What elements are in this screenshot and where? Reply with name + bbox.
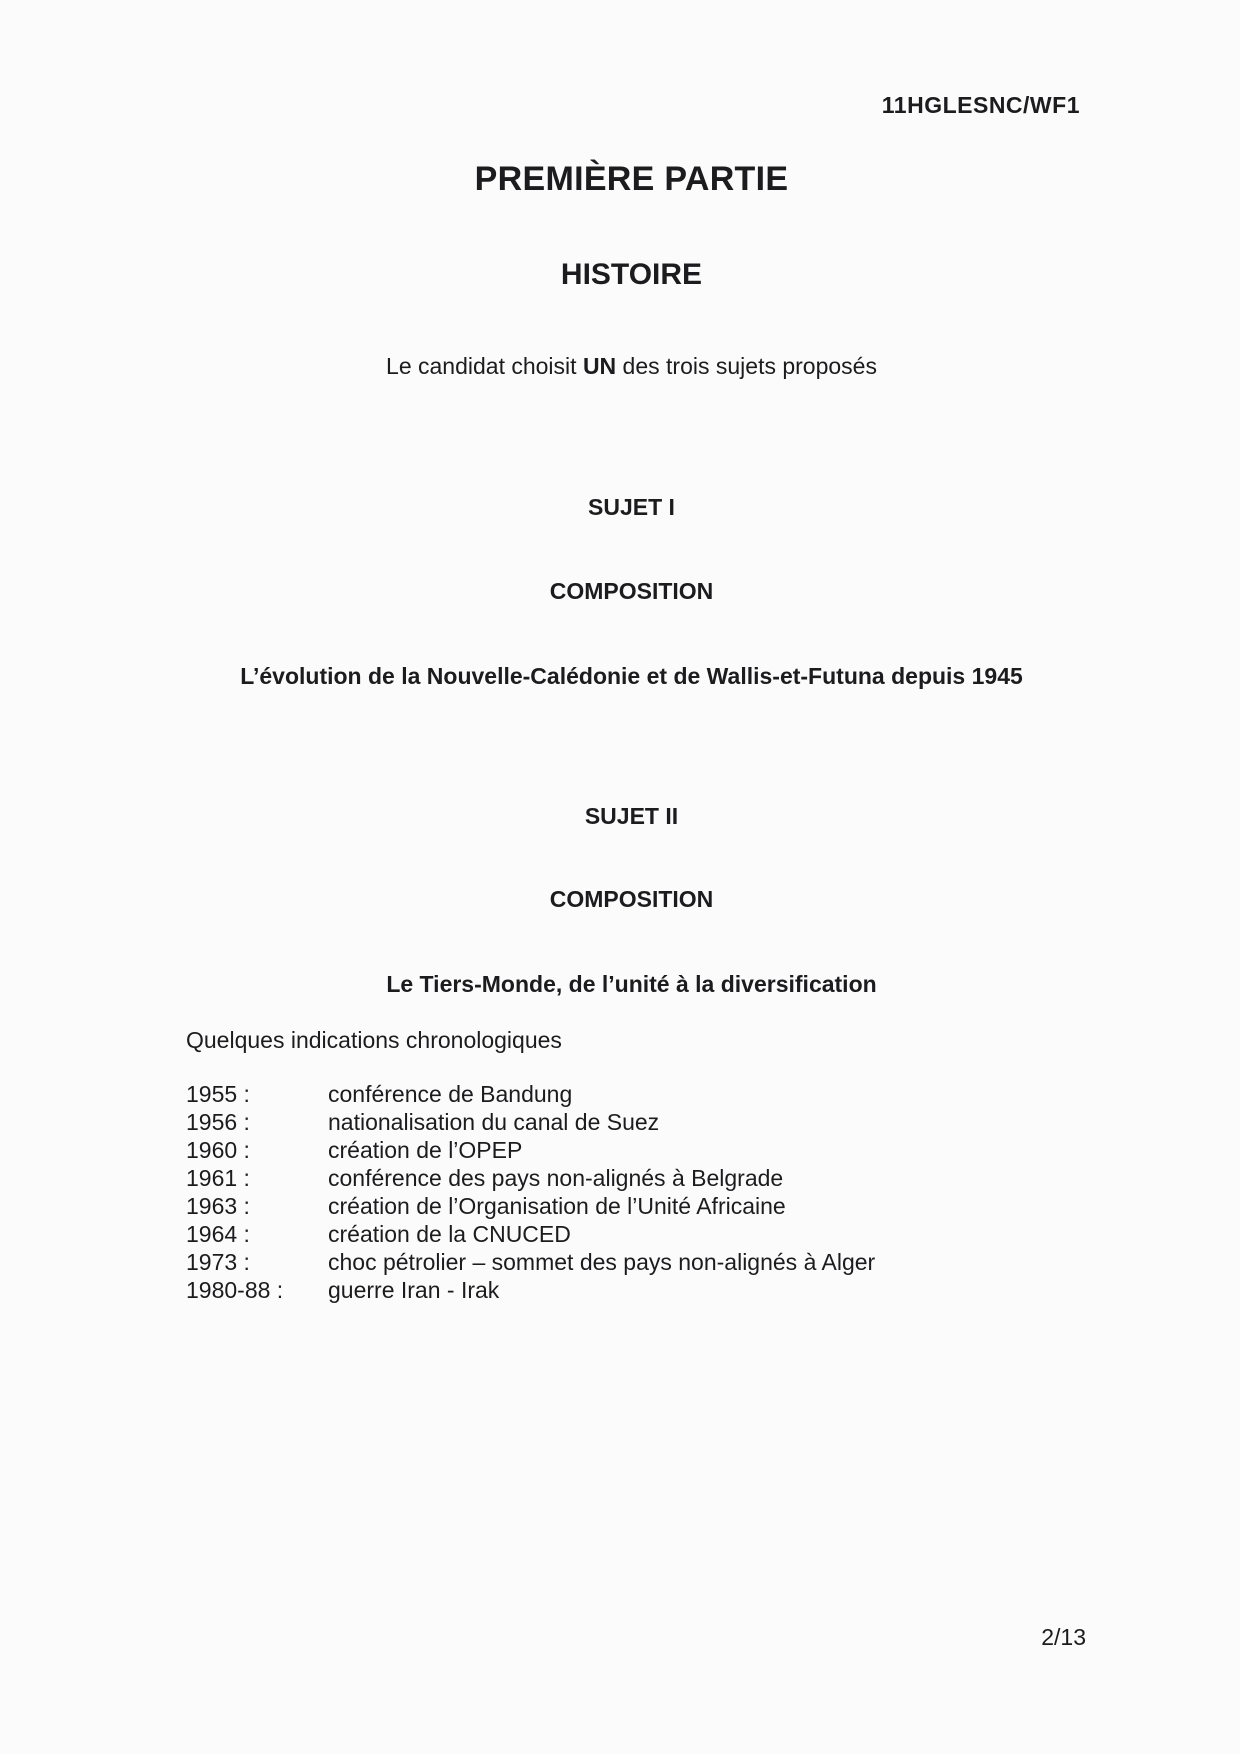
chronology-year: 1973 : bbox=[186, 1249, 250, 1275]
chronology-list bbox=[186, 1080, 875, 1304]
chronology-year: 1960 : bbox=[186, 1137, 250, 1163]
part-title: PREMIÈRE PARTIE bbox=[474, 160, 789, 198]
chronology-entry bbox=[186, 1248, 875, 1276]
chronology-event: conférence des pays non-alignés à Belgrade bbox=[328, 1165, 784, 1191]
instruction-text bbox=[0, 353, 1240, 380]
subject-2-title: Le Tiers-Monde, de l’unité à la diversification bbox=[386, 971, 877, 997]
subject-1-title: L’évolution de la Nouvelle-Calédonie et de Wallis-et-Futuna depuis 1945 bbox=[240, 663, 1023, 689]
chronology-year: 1955 : bbox=[186, 1081, 250, 1107]
subject-1-label: SUJET I bbox=[588, 494, 675, 520]
subject-1-type: COMPOSITION bbox=[549, 578, 714, 604]
chronology-entry bbox=[186, 1164, 875, 1192]
chronology-event: choc pétrolier – sommet des pays non-alignés à Alger bbox=[328, 1249, 876, 1275]
chronology-entry bbox=[186, 1080, 875, 1108]
section-title: HISTOIRE bbox=[560, 258, 703, 291]
document-code: 11HGLESNC/WF1 bbox=[881, 92, 1080, 118]
chronology-event: création de la CNUCED bbox=[328, 1221, 571, 1247]
chronology-entry bbox=[186, 1220, 875, 1248]
chronology-year: 1964 : bbox=[186, 1221, 250, 1247]
instruction-after: des trois sujets proposés bbox=[616, 353, 877, 379]
chronology-event: création de l’OPEP bbox=[328, 1137, 523, 1163]
chronology-entry bbox=[186, 1108, 875, 1136]
subject-2-label: SUJET II bbox=[584, 803, 679, 829]
chronology-year: 1963 : bbox=[186, 1193, 250, 1219]
chronology-heading: Quelques indications chronologiques bbox=[186, 1027, 562, 1053]
chronology-event: nationalisation du canal de Suez bbox=[328, 1109, 660, 1135]
instruction-before: Le candidat choisit bbox=[386, 353, 583, 379]
chronology-entry bbox=[186, 1276, 875, 1304]
chronology-year: 1980-88 : bbox=[186, 1277, 284, 1303]
chronology-entry bbox=[186, 1136, 875, 1164]
page-number: 2/13 bbox=[1041, 1624, 1086, 1650]
chronology-year: 1956 : bbox=[186, 1109, 250, 1135]
chronology-entry bbox=[186, 1192, 875, 1220]
chronology-event: guerre Iran - Irak bbox=[328, 1277, 500, 1303]
subject-2-type: COMPOSITION bbox=[549, 886, 714, 912]
chronology-event: conférence de Bandung bbox=[328, 1081, 573, 1107]
chronology-event: création de l’Organisation de l’Unité Africaine bbox=[328, 1193, 786, 1219]
chronology-year: 1961 : bbox=[186, 1165, 250, 1191]
instruction-emphasis: UN bbox=[582, 353, 617, 379]
